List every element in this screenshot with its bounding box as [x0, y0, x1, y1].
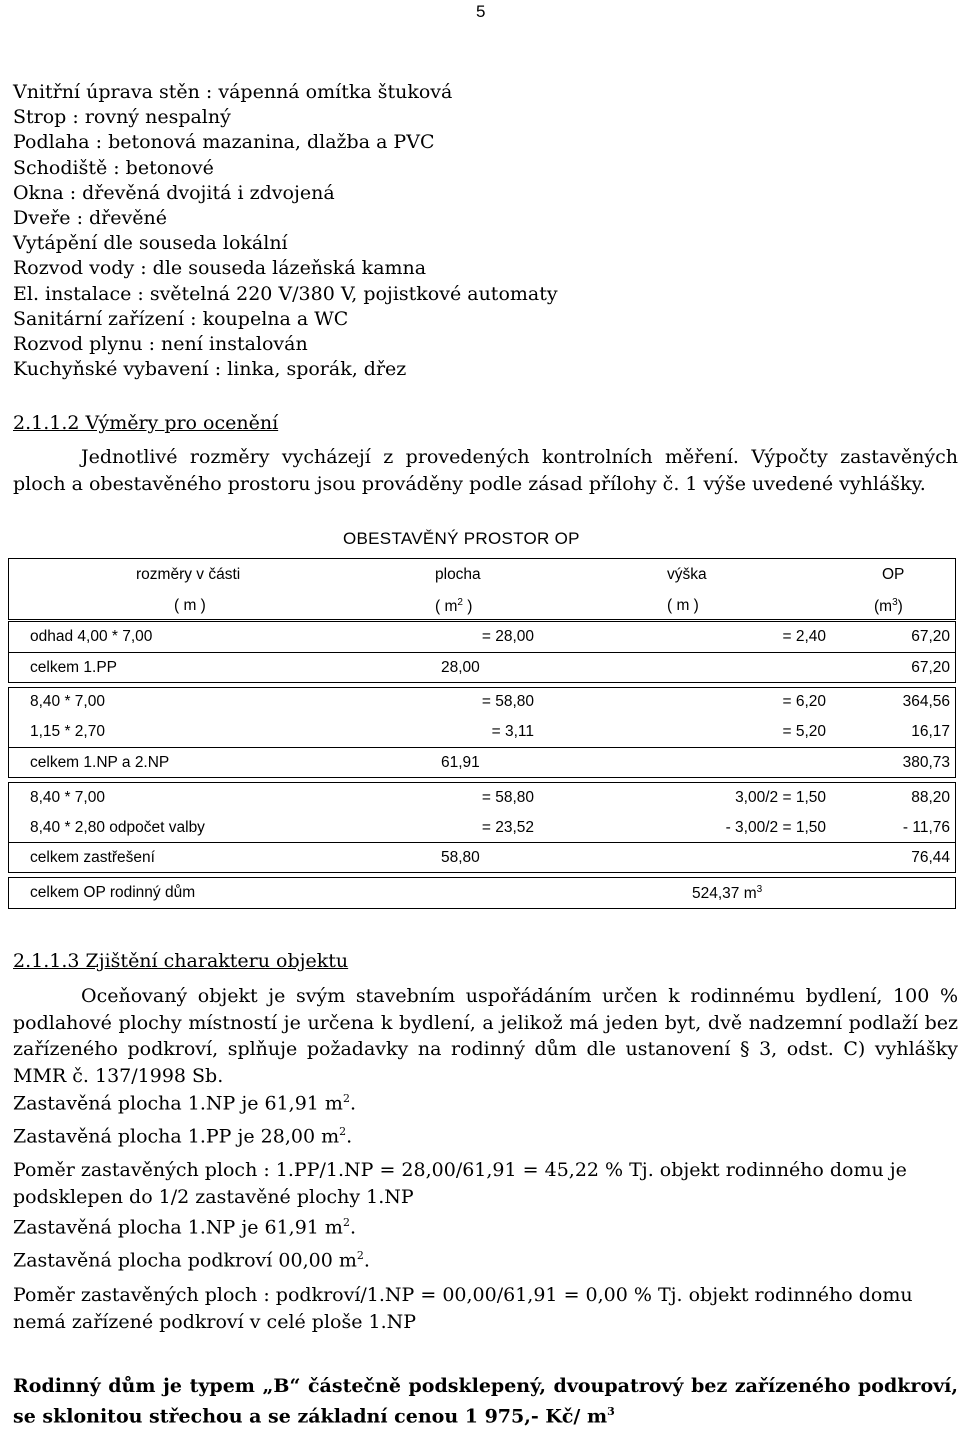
conclusion: Rodinný dům je typem „B“ částečně podsklepený, dvoupatrový bez zařízeného podkroví, se sklonitou střechou a se základní cenou 1 975,- Kč/ $m^3$: [13, 1375, 958, 1428]
spec-line: Dveře : dřevěné: [13, 206, 167, 229]
table-cell: celkem 1.PP: [30, 659, 118, 676]
spec-line: Sanitární zařízení : koupelna a WC: [13, 307, 349, 330]
header-height: výška: [667, 566, 707, 583]
table-cell: 364,56: [902, 693, 950, 710]
table-cell: = 58,80: [481, 693, 534, 710]
header-area-unit: ( $m^2$ ): [435, 597, 473, 616]
section-2113-paragraph: Oceňovaný objekt je svým stavebním uspořádáním určen k rodinnému bydlení, 100 % podlahové plochy místností je určena k bydlení, a jelikož má jeden byt, dvě nadzemní podlaží bez zařízeného podkroví, splňuje požadavky na rodinný dům dle ustanovení § 3, odst. C) vyhlášky MMR č. 137/1998 Sb.: [13, 985, 958, 1087]
spec-line: El. instalace : světelná 220 V/380 V, pojistkové automaty: [13, 282, 558, 305]
ratio-1pp-1np: Poměr zastavěných ploch : 1.PP/1.NP = 28,00/61,91 = 45,22 % Tj. objekt rodinného domu je podsklepen do 1/2 zastavěné plochy 1.NP: [13, 1159, 907, 1208]
total-label: celkem OP rodinný dům: [30, 884, 196, 901]
header-area: plocha: [435, 566, 481, 583]
table-cell: 8,40 * 2,80 odpočet valby: [30, 819, 205, 836]
table-cell: = 3,11: [491, 723, 534, 740]
table-cell: 61,91: [441, 754, 480, 771]
table-cell: 67,20: [911, 628, 950, 645]
section-heading-2112: 2.1.1.2 Výměry pro ocenění: [13, 412, 279, 434]
table-cell: celkem 1.NP a 2.NP: [30, 754, 170, 771]
spec-line: Vnitřní úprava stěn : vápenná omítka štuková: [13, 81, 453, 103]
spec-line: Rozvod vody : dle souseda lázeňská kamna: [13, 257, 427, 280]
header-op-unit: $(m^3)$: [874, 597, 903, 616]
table-cell: 58,80: [441, 849, 480, 866]
table-cell: = 28,00: [481, 628, 534, 645]
section-heading-2113: 2.1.1.3 Zjištění charakteru objektu: [13, 950, 349, 972]
table-cell: 88,20: [911, 789, 950, 806]
table-cell: 3,00/2 = 1,50: [735, 789, 826, 806]
table-cell: celkem zastřešení: [30, 849, 155, 866]
built-area-1pp: Zastavěná plocha 1.PP je 28,00 $m^2$.: [13, 1125, 353, 1148]
row-divider: [8, 747, 956, 748]
table-cell: 8,40 * 7,00: [30, 789, 105, 806]
table-cell: = 58,80: [481, 789, 534, 806]
spec-line: Rozvod plynu : není instalován: [13, 332, 308, 355]
header-dimensions-unit: ( m ): [174, 597, 206, 614]
spec-line: Kuchyňské vybavení : linka, sporák, dřez: [13, 358, 407, 381]
table-cell: 28,00: [441, 659, 480, 676]
header-height-unit: ( m ): [667, 597, 699, 614]
spec-line: Okna : dřevěná dvojitá i zdvojená: [13, 181, 335, 204]
table-cell: 8,40 * 7,00: [30, 693, 105, 710]
table-cell: = 23,52: [481, 819, 534, 836]
table-cell: 1,15 * 2,70: [30, 723, 105, 740]
section-2112-paragraph: Jednotlivé rozměry vycházejí z provedených kontrolních měření. Výpočty zastavěných ploch a obestavěného prostoru jsou prováděny podle zásad přílohy č. 1 výše uvedené vyhlášky.: [13, 446, 958, 495]
spec-line: Strop : rovný nespalný: [13, 106, 231, 129]
table-cell: = 6,20: [782, 693, 826, 710]
table-cell: - 3,00/2 = 1,50: [725, 819, 826, 836]
table-cell: = 5,20: [782, 723, 826, 740]
spec-line: Schodiště : betonové: [13, 156, 214, 179]
spec-line: Podlaha : betonová mazanina, dlažba a PVC: [13, 131, 435, 154]
spec-line: Vytápění dle souseda lokální: [13, 232, 288, 255]
built-area-1np: Zastavěná plocha 1.NP je 61,91 $m^2$.: [13, 1092, 356, 1115]
table-caption: OBESTAVĚNÝ PROSTOR OP: [343, 529, 580, 548]
row-divider: [8, 652, 956, 653]
header-op: OP: [882, 566, 905, 583]
total-value: 524,37 $m^3$: [692, 884, 763, 903]
table-cell: 380,73: [902, 754, 950, 771]
ratio-attic-1np: Poměr zastavěných ploch : podkroví/1.NP = 00,00/61,91 = 0,00 % Tj. objekt rodinného domu nemá zařízené podkroví v celé ploše 1.NP: [13, 1284, 913, 1333]
row-divider: [8, 842, 956, 843]
table-cell: - 11,76: [902, 819, 950, 836]
table-cell: = 2,40: [782, 628, 826, 645]
table-cell: odhad 4,00 * 7,00: [30, 628, 153, 645]
built-area-1np-2: Zastavěná plocha 1.NP je 61,91 $m^2$.: [13, 1216, 356, 1239]
header-dimensions: rozměry v části: [136, 566, 241, 583]
built-area-attic: Zastavěná plocha podkroví 00,00 $m^2$.: [13, 1249, 370, 1272]
table-cell: 76,44: [911, 849, 950, 866]
table-cell: 16,17: [911, 723, 950, 740]
building-spec-list: [13, 80, 558, 382]
table-cell: 67,20: [911, 659, 950, 676]
page-number: 5: [476, 2, 486, 21]
